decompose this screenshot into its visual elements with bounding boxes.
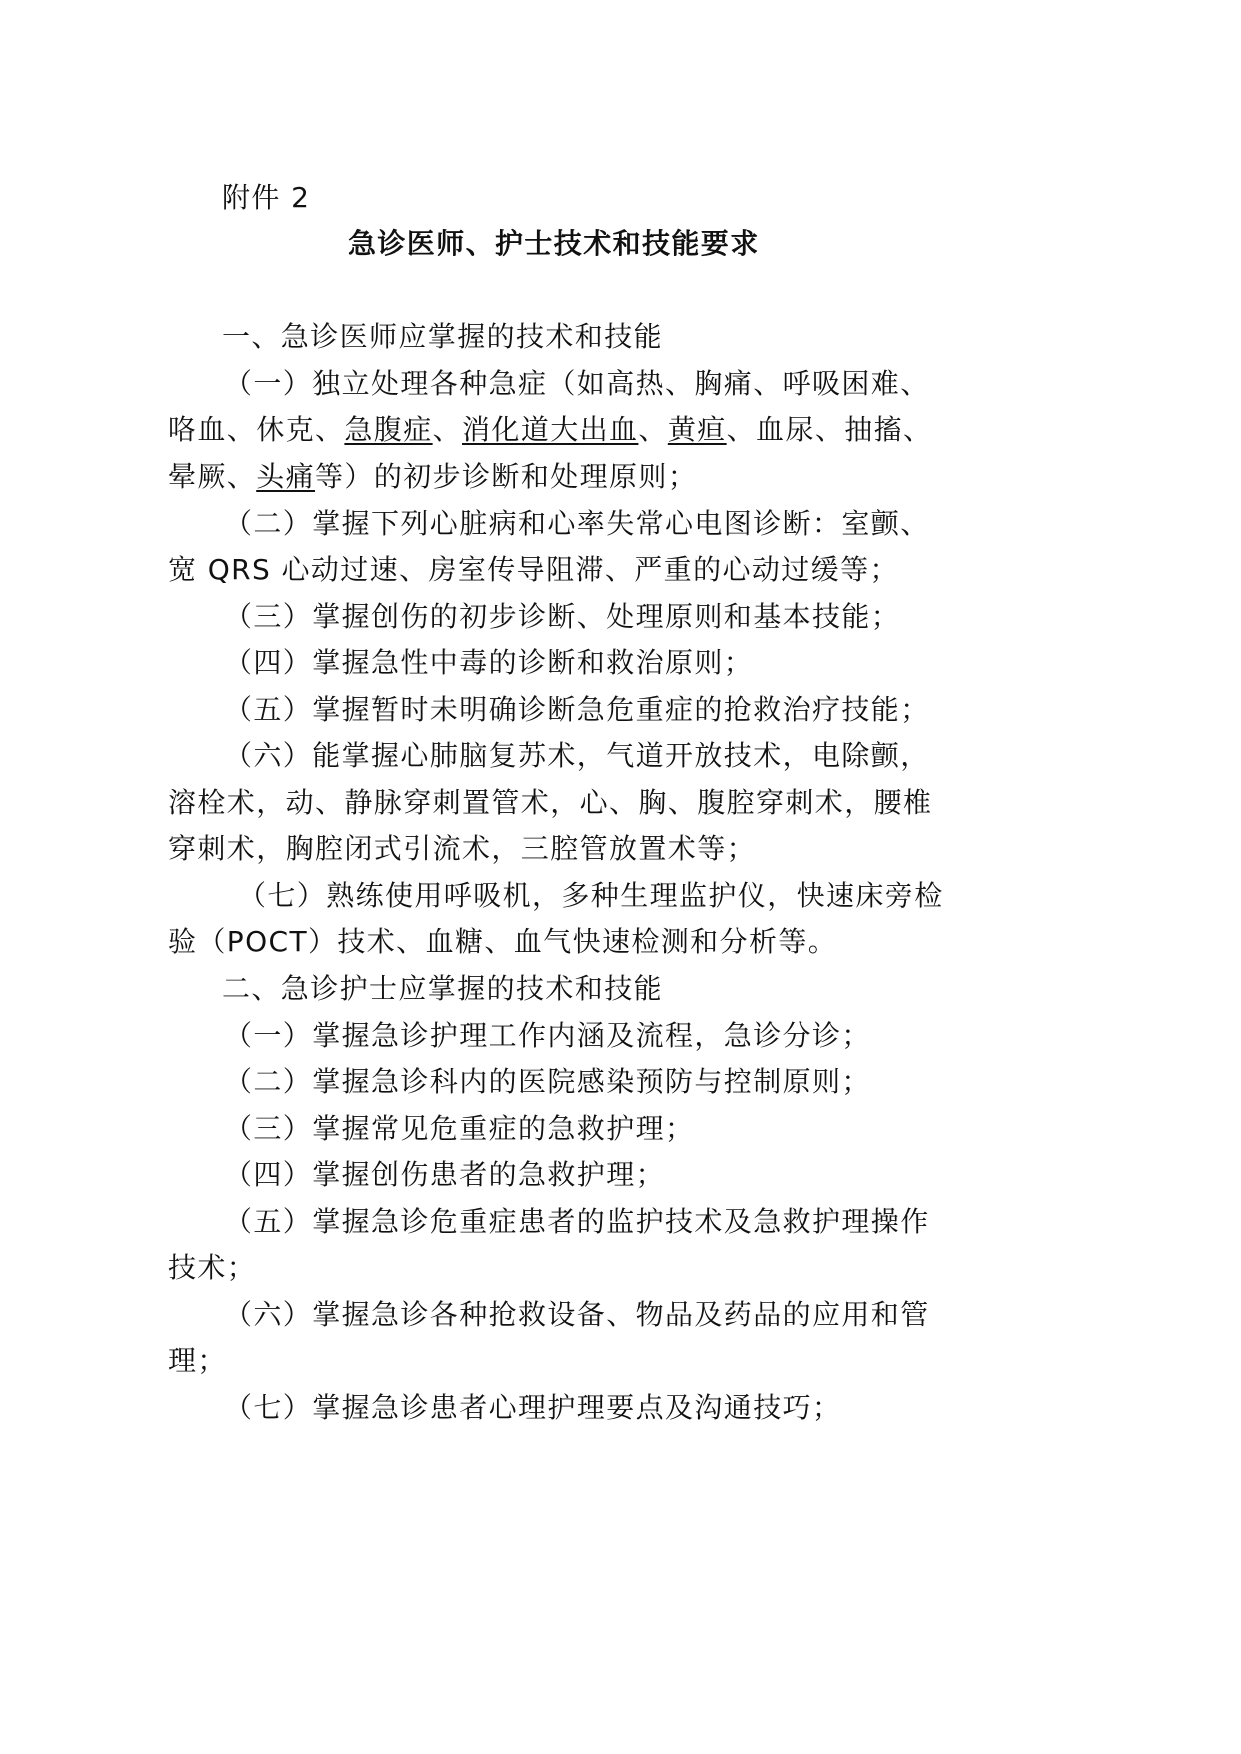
doctor-item-6 [168,733,988,873]
text-segment: 、血尿、抽搐、 [726,413,933,447]
item-line: （一）独立处理各种急症（如高热、胸痛、呼吸困难、 [224,366,930,400]
item-line: （五）掌握暂时未明确诊断急危重症的抢救治疗技能； [224,692,930,726]
item-line: 理； [168,1344,227,1378]
underlined-term: 消化道大出血 [462,413,639,447]
item-line: （三）掌握常见危重症的急救护理； [224,1111,695,1145]
item-line: （四）掌握创伤患者的急救护理； [224,1158,666,1192]
document-title: 急诊医师、护士技术和技能要求 [348,227,760,261]
item-line: （六）能掌握心肺脑复苏术，气道开放技术，电除颤， [224,739,930,773]
text-segment: 、 [432,413,463,447]
item-line: （七）掌握急诊患者心理护理要点及沟通技巧； [224,1390,842,1424]
nurse-item-5 [168,1199,988,1292]
text-segment: 晕厥、 [168,459,257,493]
item-line: 溶栓术，动、静脉穿刺置管术，心、胸、腹腔穿刺术，腰椎 [168,785,933,819]
item-line: （一）掌握急诊护理工作内涵及流程，急诊分诊； [224,1018,871,1052]
item-line: 验（POCT）技术、血糖、血气快速检测和分析等。 [168,925,838,959]
underlined-term: 急腹症 [344,413,433,447]
underlined-term: 头痛 [256,459,316,493]
text-segment: 等）的初步诊断和处理原则； [315,459,698,493]
doctor-item-7 [168,873,988,966]
nurse-item-2 [168,1059,988,1106]
item-line: （二）掌握急诊科内的医院感染预防与控制原则； [224,1065,871,1099]
item-line: （七）熟练使用呼吸机，多种生理监护仪，快速床旁检 [238,878,944,912]
item-line [168,407,988,454]
blank-line [168,268,988,315]
document-body [168,175,988,1432]
item-line: （二）掌握下列心脏病和心率失常心电图诊断：室颤、 [224,506,930,540]
text-segment: 咯血、休克、 [168,413,345,447]
item-line: 穿刺术，胸腔闭式引流术，三腔管放置术等； [168,832,757,866]
item-line [168,454,988,501]
attachment-label: 附件 2 [222,180,311,214]
doctor-item-2 [168,501,988,594]
doctor-item-4 [168,640,988,687]
section-heading-nurse: 二、急诊护士应掌握的技术和技能 [222,971,664,1005]
item-line: （六）掌握急诊各种抢救设备、物品及药品的应用和管 [224,1297,930,1331]
nurse-item-7 [168,1385,988,1432]
item-line: （四）掌握急性中毒的诊断和救治原则； [224,646,754,680]
section-heading-doctor: 一、急诊医师应掌握的技术和技能 [222,320,664,354]
nurse-item-6 [168,1292,988,1385]
doctor-item-5 [168,687,988,734]
nurse-item-3 [168,1106,988,1153]
doctor-item-3 [168,594,988,641]
nurse-item-1 [168,1013,988,1060]
text-segment: 、 [638,413,668,447]
doctor-item-1 [168,361,988,501]
underlined-term: 黄疸 [667,413,727,447]
item-line: （五）掌握急诊危重症患者的监护技术及急救护理操作 [224,1204,930,1238]
item-line: （三）掌握创伤的初步诊断、处理原则和基本技能； [224,599,901,633]
nurse-item-4 [168,1152,988,1199]
item-line: 宽 QRS 心动过速、房室传导阻滞、严重的心动过缓等； [168,553,899,587]
item-line: 技术； [168,1251,257,1285]
